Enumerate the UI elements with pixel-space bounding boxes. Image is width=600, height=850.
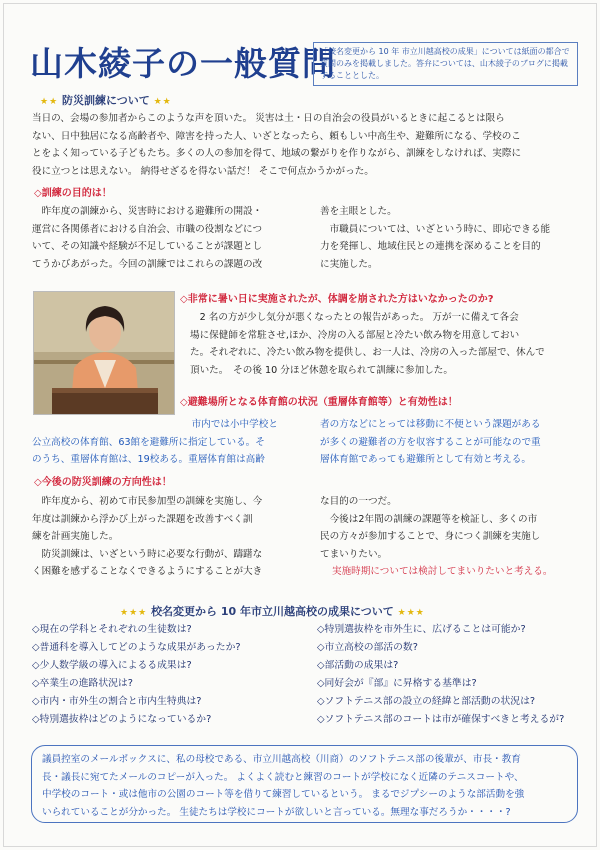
text-line: 役に立つとは思えない。 納得せざるを得ない話だ！ そこで何点かうかがった。 bbox=[32, 165, 374, 177]
star-icon: ★★ bbox=[40, 97, 59, 107]
speaker-photo bbox=[33, 291, 175, 415]
text-line: 練を計画実施した。 bbox=[32, 531, 119, 542]
text-line: 防災訓練は、いざという時に必要な行動が、躊躇な bbox=[32, 548, 263, 560]
list-item: ◇特別選抜枠を市外生に、広げることは可能か? bbox=[317, 624, 526, 635]
star-icon: ★★ bbox=[153, 97, 172, 107]
text-line: 運営に各関係者における自治会、市職の役割などにつ bbox=[32, 223, 263, 235]
question-list-left bbox=[32, 621, 317, 729]
text-line: 力を発揮し、地域住民との連携を深めることを目的 bbox=[320, 241, 541, 252]
text-line: 頂いた。 その後 10 分ほど休憩を取られて訓練に参加した。 bbox=[190, 364, 453, 376]
answer-direction-left bbox=[32, 493, 314, 581]
list-item: ◇部活動の成果は? bbox=[317, 660, 399, 671]
question-heading-purpose: ◇訓練の目的は！ bbox=[34, 188, 112, 199]
text-line: とをよく知っている子どもたち。多くの人の参加を得て、地域の繋がりを作りながら、訓練をしなければ、実際に bbox=[32, 148, 522, 159]
text-line: 年度は訓練から浮かび上がった課題を改善すべく訓 bbox=[32, 513, 253, 525]
text-line: 昨年度の訓練から、災害時における避難所の開設・ bbox=[32, 206, 263, 217]
star-icon: ★★★ bbox=[120, 608, 148, 618]
text-line: 昨年度から、初めて市民参加型の訓練を実施し、今 bbox=[32, 496, 263, 507]
answer-direction-right bbox=[320, 493, 582, 581]
text-line: のうち、重層体育館は、19校ある。重層体育館は高齢 bbox=[32, 454, 265, 465]
text-line: が多くの避難者の方を収容することが可能なので重 bbox=[320, 436, 541, 448]
answer-gym-right bbox=[320, 416, 582, 469]
answer-heat bbox=[190, 309, 582, 379]
text-line: 2 名の方が少し気分が悪くなったとの報告があった。 万が一に備えて各会 bbox=[190, 312, 519, 323]
text-line: 民の方々が参加することで、身につく訓練を実施し bbox=[320, 531, 541, 542]
text-line: に実施した。 bbox=[320, 258, 378, 270]
text-line: 今後は2年間の訓練の課題等を検証し、多くの市 bbox=[320, 513, 538, 525]
text-line: く困難を感ずることなくできるようにすることが大き bbox=[32, 566, 263, 577]
list-item: ◇普通科を導入してどのような成果があったか? bbox=[32, 642, 241, 653]
notice-box: 「校名変更から 10 年 市立川越高校の成果」については紙面の都合で質問のみを掲載しました。答弁については、山木綾子のブログに掲載することとした。 bbox=[313, 42, 578, 86]
text-line: 善を主眼とした。 bbox=[320, 206, 397, 217]
text-line: 議員控室のメールボックスに、私の母校である、市立川越高校（川商）のソフトテニス部の後輩が、市長・教育 bbox=[42, 754, 521, 765]
section-heading-text: 防災訓練について bbox=[61, 94, 150, 107]
section-heading-kawagoe-high bbox=[120, 603, 425, 619]
answer-purpose-left bbox=[32, 203, 314, 273]
intro-paragraph bbox=[32, 110, 582, 180]
text-line: 当日の、会場の参加者からこのような声を頂いた。 災害は土・日の自治会の役員がいるときに起こるとは限ら bbox=[32, 113, 505, 124]
text-line: 場に保健師を常駐させ,ほか、冷房の入る部屋と冷たい飲み物を用意しておい bbox=[190, 329, 520, 341]
closing-note-box bbox=[31, 745, 578, 823]
text-line: た。それぞれに、冷たい飲み物を提供し、お一人は、冷房の入った部屋で、休んで bbox=[190, 347, 545, 358]
text-line: 層体育館であっても避難所として有効と考える。 bbox=[320, 454, 531, 465]
list-item: ◇現在の学科とそれぞれの生徒数は? bbox=[32, 624, 192, 635]
list-item: ◇同好会が『部』に昇格する基準は? bbox=[317, 678, 477, 689]
speaker-illustration bbox=[34, 292, 175, 415]
question-list-right bbox=[317, 621, 582, 729]
list-item: ◇ソフトテニス部の設立の経緯と部活動の状況は? bbox=[317, 696, 536, 707]
text-line: 中学校のコート・或は他市の公園のコート等を借りて練習しているという。 まるでジプシーのような部活動を強 bbox=[42, 789, 525, 800]
text-line: いられていることが分かった。 生徒たちは学校にコートが欲しいと言っている。無理な事だろうか・・・・? bbox=[42, 806, 511, 818]
answer-gym-left bbox=[32, 416, 314, 469]
text-line: てうかびあがった。今回の訓練ではこれらの課題の改 bbox=[32, 258, 263, 270]
text-line: 市内では小中学校と bbox=[182, 419, 278, 430]
list-item: ◇市立高校の部活の数? bbox=[317, 642, 418, 653]
text-line: な目的の一つだ。 bbox=[320, 496, 397, 507]
page-title: 山木綾子の一般質問 bbox=[30, 44, 336, 83]
list-item: ◇ソフトテニス部のコートは市が確保すべきと考えるが? bbox=[317, 714, 565, 725]
text-line: てまいりたい。 bbox=[320, 548, 388, 560]
section-heading-disaster-drill bbox=[40, 92, 172, 108]
text-line: ない、日中独居になる高齢者や、障害を持った人、いざとなったら、頼もしい中高生や、避難所になる、学校のこ bbox=[32, 130, 521, 142]
question-heading-gym: ◇避難場所となる体育館の状況（重層体育館等）と有効性は！ bbox=[180, 397, 458, 408]
section-heading-text: 校名変更から 10 年市立川越高校の成果について bbox=[151, 605, 394, 618]
text-line: 長・議長に宛てたメールのコピーが入った。 よくよく読むと練習のコートが学校になく近隣のテニスコートや、 bbox=[42, 771, 524, 783]
question-heading-heat: ◇非常に暑い日に実施されたが、体調を崩された方はいなかったのか? bbox=[180, 294, 494, 305]
closing-statement: 実施時期については検討してまいりたいと考える。 bbox=[332, 566, 553, 577]
answer-purpose-right bbox=[320, 203, 582, 273]
star-icon: ★★★ bbox=[397, 608, 425, 618]
question-heading-direction: ◇今後の防災訓練の方向性は！ bbox=[34, 477, 172, 488]
text-line: 公立高校の体育館、63館を避難所に指定している。そ bbox=[32, 436, 265, 448]
list-item: ◇市内・市外生の割合と市内生特典は? bbox=[32, 696, 202, 707]
text-line: 者の方などにとっては移動に不便という課題がある bbox=[320, 419, 541, 430]
text-line: 市職員については、いざという時に、即応できる能 bbox=[320, 223, 551, 235]
list-item: ◇特別選抜枠はどのようになっているか? bbox=[32, 714, 212, 725]
list-item: ◇少人数学級の導入によるる成果は? bbox=[32, 660, 192, 671]
text-line: いて、その知識や経験が不足していることが課題とし bbox=[32, 241, 263, 252]
list-item: ◇卒業生の進路状況は? bbox=[32, 678, 133, 689]
